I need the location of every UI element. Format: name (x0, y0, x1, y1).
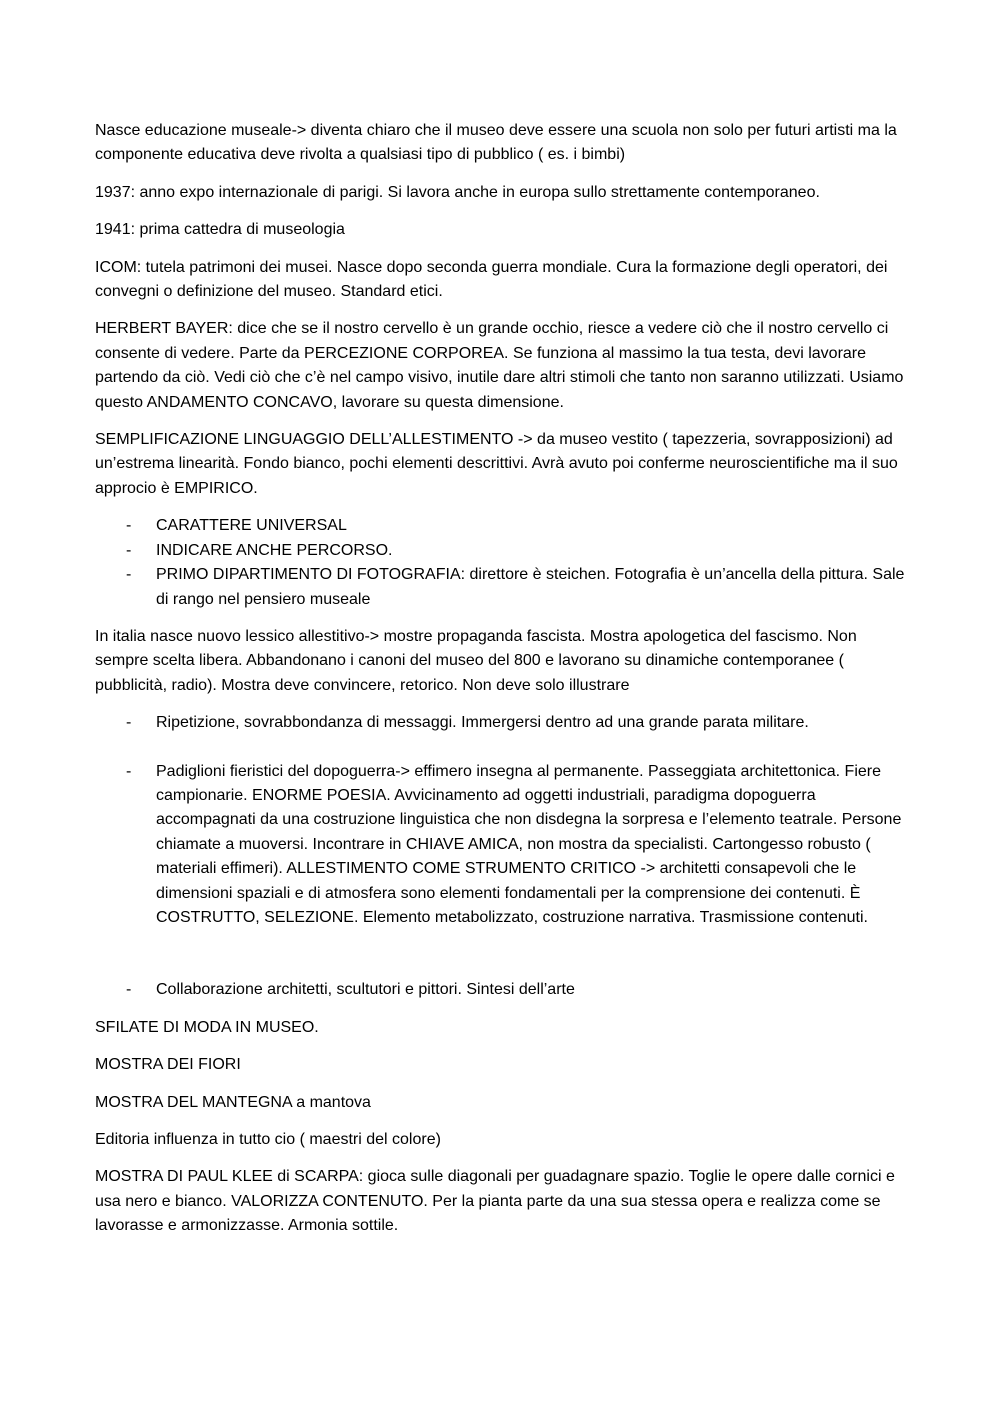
paragraph-mostra-fiori: MOSTRA DEI FIORI (95, 1056, 241, 1074)
paragraph-paul-klee: MOSTRA DI PAUL KLEE di SCARPA: gioca sulle diagonali per guadagnare spazio. Toglie le opere dalle cornici e usa nero e bianco. VALORIZZA CONTENUTO. Per la pianta parte da una sua stessa opera e realizza come se lavorasse e armonizzasse. Armonia sottile. (95, 1168, 895, 1235)
paragraph-editoria: Editoria influenza in tutto cio ( maestri del colore) (95, 1131, 441, 1148)
paragraph-mostra-mantegna: MOSTRA DEL MANTEGNA a mantova (95, 1093, 371, 1111)
paragraph-icom: ICOM: tutela patrimoni dei musei. Nasce dopo seconda guerra mondiale. Cura la formazione degli operatori, dei convegni o definizione del museo. Standard etici. (95, 258, 888, 301)
paragraph-expo-1937: 1937: anno expo internazionale di parigi. Si lavora anche in europa sullo strettamente contemporaneo. (95, 183, 820, 201)
list-item: - Collaborazione architetti, scultutori e pittori. Sintesi dell’arte (95, 978, 910, 1002)
list-item: - Ripetizione, sovrabbondanza di messaggi. Immergersi dentro ad una grande parata militare. (95, 711, 910, 735)
paragraph-cattedra-1941: 1941: prima cattedra di museologia (95, 221, 345, 239)
list-item: - Padiglioni fieristici del dopoguerra-> effimero insegna al permanente. Passeggiata architettonica. Fiere campionarie. ENORME POESIA. Avvicinamento ad oggetti industriali, paradigma dopoguerra accompagnati da una costruzione linguistica che non disdegna la sorpresa e l’elemento teatrale. Persone chiamate a muoversi. Incontrare in CHIAVE AMICA, non mostra da specialisti. Cartongesso robusto ( materiali effimeri). ALLESTIMENTO COME STRUMENTO CRITICO -> architetti consapevoli che le dimensioni spaziali e di atmosfera sono elementi fondamentali per la comprensione dei contenuti. È COSTRUTTO, SELEZIONE. Elemento metabolizzato, costruzione narrativa. Trasmissione contenuti. (95, 760, 910, 931)
document-body (95, 119, 910, 1252)
paragraph-educazione-museale: Nasce educazione museale-> diventa chiaro che il museo deve essere una scuola non solo per futuri artisti ma la componente educativa deve rivolta a qualsiasi tipo di pubblico ( es. i bimbi) (95, 122, 897, 164)
list-item: - INDICARE ANCHE PERCORSO. (95, 539, 910, 563)
paragraph-sfilate: SFILATE DI MODA IN MUSEO. (95, 1018, 319, 1036)
list-item: - CARATTERE UNIVERSAL (95, 514, 910, 538)
paragraph-herbert-bayer: HERBERT BAYER: dice che se il nostro cervello è un grande occhio, riesce a vedere ciò che il nostro cervello ci consente di vedere. Parte da PERCEZIONE CORPOREA. Se funziona al massimo la tua testa, devi lavorare partendo da ciò. Vedi ciò che c’è nel campo visivo, inutile dare altri stimoli che tanto non saranno utilizzati. Usiamo questo ANDAMENTO CONCAVO, lavorare su questa dimensione. (95, 320, 904, 411)
list-item: - PRIMO DIPARTIMENTO DI FOTOGRAFIA: direttore è steichen. Fotografia è un’ancella della pittura. Sale di rango nel pensiero museale (95, 563, 910, 612)
paragraph-semplificazione: SEMPLIFICAZIONE LINGUAGGIO DELL’ALLESTIMENTO -> da museo vestito ( tapezzeria, sovrapposizioni) ad un’estrema linearità. Fondo bianco, pochi elementi descrittivi. Avrà avuto poi conferme neuroscientifiche ma il suo approcio è EMPIRICO. (95, 431, 898, 497)
paragraph-italia-lessico: In italia nasce nuovo lessico allestitivo-> mostre propaganda fascista. Mostra apologetica del fascismo. Non sempre scelta libera. Abbandonano i canoni del museo del 800 e lavorano su dinamiche contemporanee ( pubblicità, radio). Mostra deve convincere, retorico. Non deve solo illustrare (95, 627, 857, 694)
bullet-list-italia (95, 711, 910, 1003)
bullet-list-bayer (95, 514, 910, 612)
